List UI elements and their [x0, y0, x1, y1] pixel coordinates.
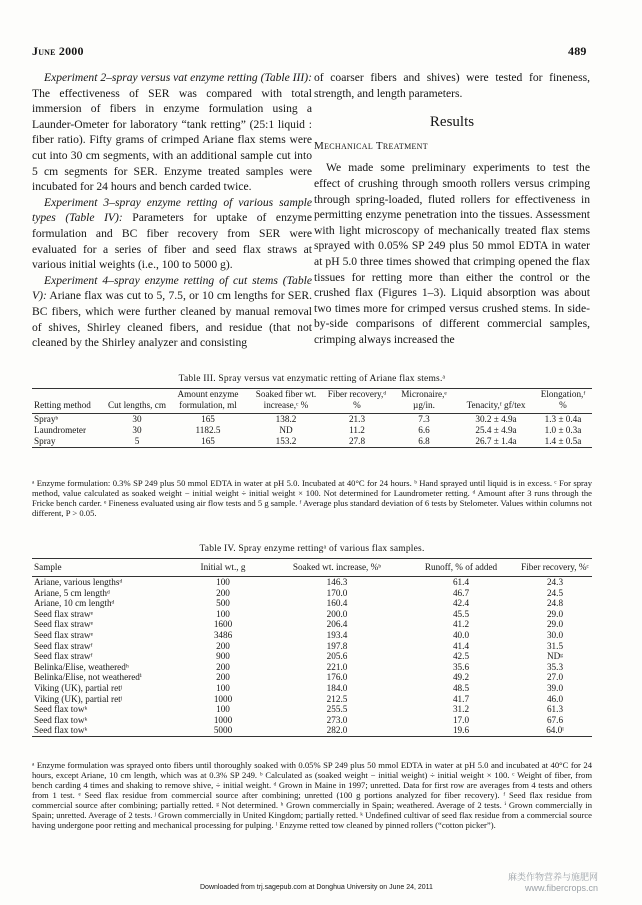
paragraph-experiment-4: Experiment 4–spray enzyme retting of cut stems (Table V): Ariane flax was cut to 5, 7.5, or 10 cm lengths for SER. BC fibers, which were further cleaned by manual removal of shives, Shirley cleaned fibers, and residue (that not cleaned by the Shirley analyzer and consisting: [32, 273, 312, 350]
table4-caption: Table IV. Spray enzyme rettingᵃ of various flax samples.: [199, 544, 425, 554]
table-row: [32, 425, 592, 436]
table-cell: 273.0: [326, 714, 348, 725]
table-cell: Ariane, various lengthsᵈ: [34, 577, 123, 587]
table-cell: Sprayᵇ: [34, 414, 59, 424]
table-cell: 31.2: [452, 704, 470, 715]
table-cell: 40.0: [452, 629, 470, 640]
table-cell: Ariane, 5 cm lengthᵈ: [34, 587, 110, 598]
table-row: [32, 609, 592, 620]
table4-header: Initial wt., g: [176, 559, 270, 577]
table-cell: 42.5: [452, 651, 470, 662]
table-cell: 153.2: [275, 436, 297, 446]
table-cell: 31.5: [546, 640, 564, 651]
table-cell: 200: [216, 661, 230, 672]
table-cell: ND: [279, 425, 293, 435]
table4-header-row: [32, 559, 592, 577]
table-cell: Seed flax strawᵉ: [34, 619, 93, 630]
table-cell: 200: [216, 640, 230, 651]
table-cell: 30: [132, 425, 142, 435]
table-cell: 197.8: [326, 640, 348, 651]
table-row: [32, 588, 592, 599]
table-cell: 282.0: [326, 725, 348, 736]
table-cell: Viking (UK), partial retʲ: [34, 682, 123, 693]
table-cell: 67.6: [546, 714, 564, 725]
paragraph-experiment-3: Experiment 3–spray enzyme retting of various sample types (Table IV): Parameters for uptake of enzyme formulation and BC fiber recovery from SER were evaluated for a series of fiber and seed flax straws at various initial weights (i.e., 100 to 5000 g).: [32, 195, 312, 272]
table-cell: 100: [216, 704, 230, 715]
table-cell: 30.0: [546, 629, 564, 640]
table-cell: 1182.5: [195, 425, 221, 435]
table-cell: 27.8: [348, 436, 366, 446]
table-row: [32, 715, 592, 726]
table-row: [32, 725, 592, 736]
table-row: [32, 683, 592, 694]
table-cell: 41.4: [452, 640, 470, 651]
table3-header: Fiber recovery,ᵈ %: [324, 389, 390, 414]
table-cell: 200: [216, 587, 230, 598]
table3-header: Tenacity,ᶠ gf/tex: [458, 389, 534, 414]
table-cell: 25.4 ± 4.9a: [475, 425, 517, 435]
table-cell: Seed flax towᵏ: [34, 714, 88, 725]
table-cell: 49.2: [452, 672, 470, 683]
table-cell: 46.0: [546, 693, 564, 704]
table-cell: 255.5: [326, 704, 348, 715]
table-cell: 3486: [213, 629, 233, 640]
table4-header: Fiber recovery, %ᶜ: [518, 559, 592, 577]
table-cell: 206.4: [326, 619, 348, 630]
table-cell: 29.0: [546, 608, 564, 619]
table4-header: Sample: [32, 559, 176, 577]
table-cell: 5000: [213, 725, 233, 736]
table-row: [32, 662, 592, 673]
table-cell: 6.6: [418, 425, 430, 435]
table3-header: Elongation,ᶠ %: [534, 389, 592, 414]
table4: [32, 558, 592, 737]
table-cell: 27.0: [546, 672, 564, 683]
table-row: [32, 704, 592, 715]
subsection-heading-mechanical-treatment: Mechanical Treatment: [314, 139, 428, 152]
table-cell: 24.8: [546, 598, 564, 609]
table-cell: Seed flax strawᵉ: [34, 629, 93, 640]
table3-header: Amount enzyme formulation, ml: [168, 389, 248, 414]
download-footer: Downloaded from trj.sagepub.com at Donghua University on June 24, 2011: [200, 884, 433, 891]
table-cell: 19.6: [452, 725, 470, 736]
table-cell: 48.5: [452, 682, 470, 693]
table-cell: Belinka/Elise, not weatheredⁱ: [34, 672, 142, 683]
table-cell: 200: [216, 672, 230, 683]
table-row: [32, 436, 592, 448]
table-cell: 46.7: [452, 587, 470, 598]
watermark-line: 麻类作物营养与施肥网: [508, 872, 599, 882]
table-cell: 160.4: [326, 598, 348, 609]
table-cell: 45.5: [452, 608, 470, 619]
table-cell: 41.2: [452, 619, 470, 630]
table-cell: 100: [216, 682, 230, 693]
table-row: [32, 619, 592, 630]
left-column: [32, 70, 312, 351]
table-cell: 42.4: [452, 598, 470, 609]
table-row: [32, 651, 592, 662]
table-cell: NDᵍ: [546, 651, 564, 662]
table-cell: Seed flax strawᶠ: [34, 651, 93, 662]
table-cell: 41.7: [452, 693, 470, 704]
table-cell: 100: [216, 577, 230, 587]
paragraph-mechanical-treatment: We made some preliminary experiments to test the effect of crushing through smooth rollers versus crimping through spring-loaded, fluted rollers for effectiveness in permitting enzyme penetration into the tissues. Assessment with light microscopy of mechanically treated flax stems sprayed with 0.05% SP 249 plus 50 mmol EDTA in water at pH 5.0 three times showed that crimping opened the flax tissues for retting more than either the control or the crushed flax (Figures 1–3). Liquid absorption was about two times more for crimped versus crushed stems. In side-by-side comparisons of different commercial samples, crimping always increased the: [314, 161, 590, 346]
table-cell: Ariane, 10 cm lengthᵈ: [34, 598, 115, 609]
table-cell: 1.0 ± 0.3a: [544, 425, 582, 435]
table3-header: Micronaire,ᵉ µg/in.: [390, 389, 458, 414]
table-cell: Spray: [34, 436, 56, 446]
table-cell: Seed flax towᵏ: [34, 725, 88, 736]
table-cell: 35.6: [452, 661, 470, 672]
table-cell: 30: [132, 414, 142, 424]
table4-footnotes: ᵃ Enzyme formulation was sprayed onto fibers until thoroughly soaked with 0.05% SP 249 plus 50 mmol EDTA in water at pH 5.0 and incubated at 40°C for 24 hours, except Ariane, 10 cm length, which was at 0.3% SP 249. ᵇ Calculated as (soaked weight − initial weight) ÷ initial weight × 100. ᶜ Weight of fiber, from bench carding 4 times and shaking to remove shive, ÷ initial weight. ᵈ Grown in Maine in 1997; unretted. Data for first row are averages from 4 tests and others from 1 test. ᵉ Seed flax residue from commercial source after combining; unretted (100 g portions analyzed for fiber recovery). ᶠ Seed flax residue from commercial source after combining; partially retted. ᵍ Not determined. ʰ Grown commercially in Spain; weathered. Average of 2 tests. ⁱ Grown commercially in Spain; unretted. Average of 2 tests. ʲ Grown commercially in United Kingdom; partially retted. ᵏ Undefined cultivar of seed flax residue from a commercial source having undergone poor retting and mechanical processing for pulping. ˡ Enzyme retted tow cleaned by pinned rollers (“cotton picker”).: [32, 760, 592, 830]
table-cell: 146.3: [326, 577, 348, 587]
table4-body: [32, 577, 592, 737]
table-cell: 184.0: [326, 682, 348, 693]
watermark: [508, 872, 598, 894]
table-cell: Laundrometer: [34, 425, 87, 435]
table-cell: 1000: [213, 693, 233, 704]
table3-header-row: [32, 389, 592, 414]
table-row: [32, 694, 592, 705]
paragraph-continuation: of coarser fibers and shives) were tested for fineness, strength, and length parameters.: [314, 71, 590, 100]
table3-header: Cut lengths, cm: [106, 389, 168, 414]
table-cell: 100: [216, 608, 230, 619]
table-cell: 61.4: [452, 577, 470, 587]
table-cell: 1.3 ± 0.4a: [544, 414, 582, 424]
table3: [32, 388, 592, 448]
section-heading-results: Results: [429, 114, 475, 131]
table-row: [32, 672, 592, 683]
table-cell: 165: [201, 414, 215, 424]
table-cell: 39.0: [546, 682, 564, 693]
table-cell: 5: [134, 436, 140, 446]
table-cell: 17.0: [452, 714, 470, 725]
table-cell: 26.7 ± 1.4a: [475, 436, 517, 446]
table-cell: 30.2 ± 4.9a: [475, 414, 517, 424]
table-cell: 1600: [213, 619, 233, 630]
paragraph-experiment-2: Experiment 2–spray versus vat enzyme retting (Table III): The effectiveness of SER was compared with total immersion of fibers in enzyme formulation using a Launder-Ometer for laboratory “tank retting” (25:1 liquid : fiber ratio). Fifty grams of crimped Ariane flax stems were cut into 30 cm segments, with an additional sample cut into 5 cm segments for SER. Enzyme treated samples were incubated for 24 hours and bench carded twice.: [32, 71, 312, 194]
table4-header: Soaked wt. increase, %ᵇ: [270, 559, 404, 577]
table-cell: 1.4 ± 0.5a: [544, 436, 582, 446]
table-cell: 138.2: [275, 414, 297, 424]
table-cell: 6.8: [418, 436, 430, 446]
table-cell: Seed flax strawᵉ: [34, 608, 93, 619]
table-cell: 7.3: [418, 414, 430, 424]
table-cell: 61.3: [546, 704, 564, 715]
table4-header: Runoff, % of added: [404, 559, 518, 577]
table-cell: 176.0: [326, 672, 348, 683]
table-cell: Belinka/Elise, weatheredʰ: [34, 661, 129, 672]
table-row: [32, 577, 592, 588]
table-cell: 64.0ˡ: [546, 725, 564, 736]
table-cell: 193.4: [326, 629, 348, 640]
table-row: [32, 641, 592, 652]
table-cell: 212.5: [326, 693, 348, 704]
table-cell: 35.3: [546, 661, 564, 672]
table3-caption: Table III. Spray versus vat enzymatic retting of Ariane flax stems.ᵃ: [178, 374, 446, 384]
table-cell: 1000: [213, 714, 233, 725]
table-cell: 24.3: [546, 577, 564, 587]
table-cell: Viking (UK), partial retʲ: [34, 693, 123, 704]
page-number: 489: [568, 44, 587, 58]
table-cell: 170.0: [326, 587, 348, 598]
running-header: June 2000: [32, 44, 84, 58]
table-cell: 165: [201, 436, 215, 446]
table-cell: 900: [216, 651, 230, 662]
table-cell: 11.2: [349, 425, 365, 435]
table-cell: 21.3: [348, 414, 366, 424]
table-cell: Seed flax towᵏ: [34, 704, 88, 715]
table3-header: Soaked fiber wt. increase,ᶜ %: [248, 389, 324, 414]
right-column: [314, 70, 590, 348]
table-cell: 221.0: [326, 661, 348, 672]
table3-footnotes: ᵃ Enzyme formulation: 0.3% SP 249 plus 50 mmol EDTA in water at pH 5.0. Incubated at 40°C for 24 hours. ᵇ Hand sprayed until liquid is in excess. ᶜ For spray method, value calculated as soaked weight − initial weight ÷ initial weight × 100. Not determined for Laundrometer retting. ᵈ Amount after 3 runs through the Fricke bench carder. ᵉ Fineness evaluated using air flow tests and 5 g sample. ᶠ Average plus standard deviation of 6 tests by Stelometer. Values within columns not different, P > 0.05.: [32, 478, 592, 518]
table-cell: 29.0: [546, 619, 564, 630]
table-row: [32, 598, 592, 609]
table-cell: 500: [216, 598, 230, 609]
table-cell: 205.6: [326, 651, 348, 662]
table3-header: Retting method: [32, 389, 106, 414]
table-row: [32, 414, 592, 426]
watermark-line: www.fibercrops.cn: [524, 883, 599, 893]
table-cell: 24.5: [546, 587, 564, 598]
table-row: [32, 630, 592, 641]
table-cell: 200.0: [326, 608, 348, 619]
table-cell: Seed flax strawᶠ: [34, 640, 93, 651]
